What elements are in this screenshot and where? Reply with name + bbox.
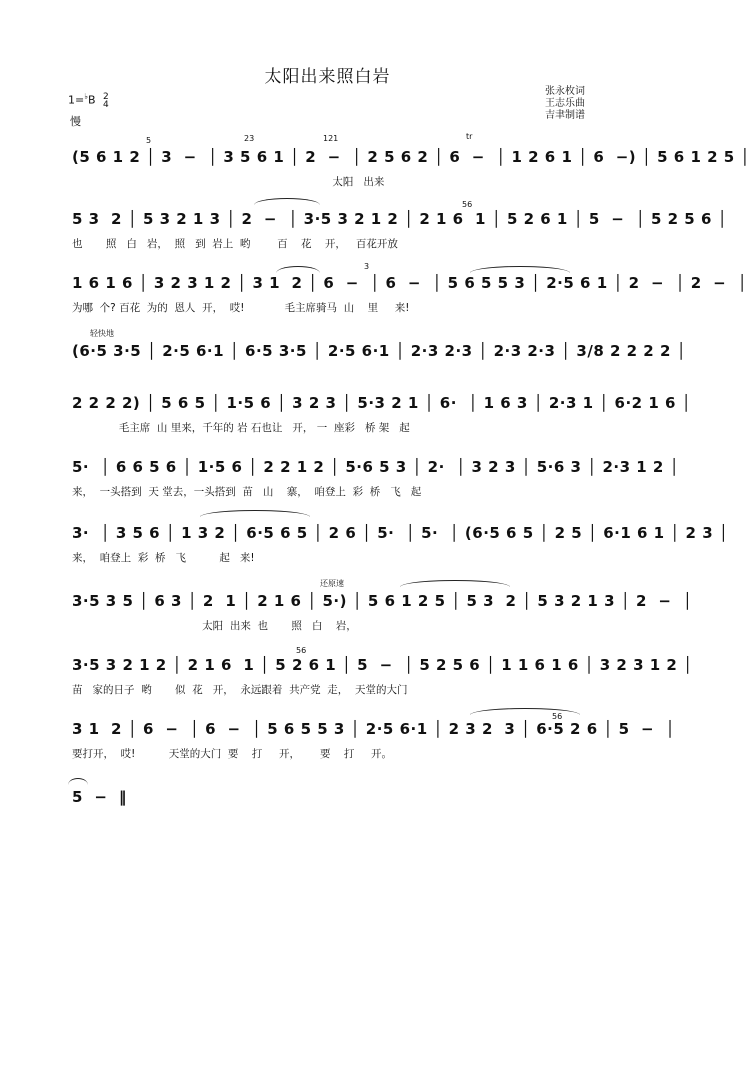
lyrics-line: 来， 咱登上 彩 桥 飞 起 来! bbox=[72, 552, 255, 564]
notes-line: (5 6 1 2 │ 3 − │ 3 5 6 1 │ 2 − │ 2 5 6 2 │ 6 − │ 1 2 6 1 │ 6 −) │ 5 6 1 2 5 │ bbox=[72, 148, 750, 166]
notes-line: 5· │ 6 6 5 6 │ 1·5 6 │ 2 2 1 2 │ 5·6 5 3 │ 2· │ 3 2 3 │ 5·6 3 │ 2·3 1 2 │ bbox=[72, 458, 680, 476]
notes-line: 3 1 2 │ 6 − │ 6 − │ 5 6 5 5 3 │ 2·5 6·1 │ 2 3 2 3 │ 6·5 2 6 │ 5 − │ bbox=[72, 720, 676, 738]
page-title: 太阳出来照白岩 bbox=[264, 67, 391, 87]
key-signature bbox=[68, 92, 109, 109]
composer: 王志乐曲 bbox=[545, 98, 585, 109]
slur bbox=[200, 510, 310, 517]
score-system-8 bbox=[72, 590, 693, 634]
notes-line: 5 − ‖ bbox=[72, 788, 127, 806]
time-bottom: 4 bbox=[103, 99, 109, 110]
slur bbox=[254, 198, 320, 205]
lyrics-line: 苗 家的日子 哟 似 花 开， 永远跟着 共产党 走， 天堂的大门 bbox=[72, 684, 408, 696]
grace-note: 56 bbox=[462, 200, 473, 209]
slur bbox=[68, 778, 88, 785]
tempo-change-mark: 轻快地 bbox=[90, 329, 114, 338]
slur bbox=[276, 266, 320, 273]
lyrics-line: 太阳 出来 也 照 白 岩， bbox=[72, 620, 357, 632]
notes-line: 3· │ 3 5 6 │ 1 3 2 │ 6·5 6 5 │ 2 6 │ 5· │ 5· │ (6·5 6 5 │ 2 5 │ 6·1 6 1 │ 2 3 │ bbox=[72, 524, 729, 542]
grace-note: 56 bbox=[552, 712, 563, 721]
grace-note: 56 bbox=[296, 646, 307, 655]
score-system-4 bbox=[72, 340, 687, 384]
time-top: 2 bbox=[103, 91, 109, 102]
notes-line: 3·5 3 5 │ 6 3 │ 2 1 │ 2 1 6 │ 5·) │ 5 6 1 2 5 │ 5 3 2 │ 5 3 2 1 3 │ 2 − │ bbox=[72, 592, 693, 610]
score-system-11 bbox=[72, 786, 592, 808]
lyrics-line: 毛主席 山 里来，千年的 岩 石也让 开， 一 座彩 桥 架 起 bbox=[72, 422, 410, 434]
lyricist: 张永枚词 bbox=[545, 86, 585, 97]
key-prefix: 1= bbox=[68, 93, 85, 107]
grace-note: 5 bbox=[146, 136, 152, 145]
trill-mark: tr bbox=[466, 132, 473, 141]
notes-line: (6·5 3·5 │ 2·5 6·1 │ 6·5 3·5 │ 2·5 6·1 │ 2·3 2·3 │ 2·3 2·3 │ 3/8 2 2 2 2 │ bbox=[72, 342, 687, 360]
score-system-7 bbox=[72, 522, 729, 566]
score-system-1 bbox=[72, 146, 750, 190]
time-signature bbox=[103, 93, 109, 109]
score-system-9 bbox=[72, 654, 693, 698]
slur bbox=[470, 708, 580, 715]
key-note: B bbox=[88, 93, 96, 107]
notes-line: 3·5 3 2 1 2 │ 2 1 6 1 │ 5 2 6 1 │ 5 − │ 5 2 5 6 │ 1 1 6 1 6 │ 3 2 3 1 2 │ bbox=[72, 656, 693, 674]
flat-sign: ♭ bbox=[84, 92, 88, 101]
lyrics-line: 来， 一头搭到 天 堂去，一头搭到 苗 山 寨， 咱登上 彩 桥 飞 起 bbox=[72, 486, 422, 498]
notes-line: 1 6 1 6 │ 3 2 3 1 2 │ 3 1 2 │ 6 − │ 6 − │ 5 6 5 5 3 │ 2·5 6 1 │ 2 − │ 2 − │ bbox=[72, 274, 748, 292]
score-system-10 bbox=[72, 718, 676, 762]
triplet-mark: 3 bbox=[364, 262, 370, 271]
lyrics-line: 为哪 个? 百花 为的 恩人 开， 哎! 毛主席骑马 山 里 来! bbox=[72, 302, 410, 314]
grace-note: 121 bbox=[323, 134, 339, 143]
lyrics-line bbox=[72, 368, 592, 384]
slur bbox=[470, 266, 570, 273]
notes-line: 2 2 2 2) │ 5 6 5 │ 1·5 6 │ 3 2 3 │ 5·3 2 1 │ 6· │ 1 6 3 │ 2·3 1 │ 6·2 1 6 │ bbox=[72, 394, 692, 412]
score-system-5 bbox=[72, 392, 692, 436]
lyrics-line: 也 照 白 岩， 照 到 岩上 哟 百 花 开， 百花开放 bbox=[72, 238, 398, 250]
credits bbox=[545, 86, 585, 122]
score-system-6 bbox=[72, 456, 680, 500]
score-system-3 bbox=[72, 272, 748, 316]
grace-note: 23 bbox=[244, 134, 255, 143]
score-system-2 bbox=[72, 208, 728, 252]
slur bbox=[400, 580, 510, 587]
arranger: 吉聿制谱 bbox=[545, 110, 585, 121]
a-tempo-mark: 还原速 bbox=[320, 579, 344, 588]
lyrics-line: 要打开， 哎! 天堂的大门 要 打 开， 要 打 开。 bbox=[72, 748, 393, 760]
notes-line: 5 3 2 │ 5 3 2 1 3 │ 2 − │ 3·5 3 2 1 2 │ 2 1 6 1 │ 5 2 6 1 │ 5 − │ 5 2 5 6 │ bbox=[72, 210, 728, 228]
tempo-marking: 慢 bbox=[70, 115, 81, 128]
lyrics-line: 太阳 出来 bbox=[72, 176, 385, 188]
